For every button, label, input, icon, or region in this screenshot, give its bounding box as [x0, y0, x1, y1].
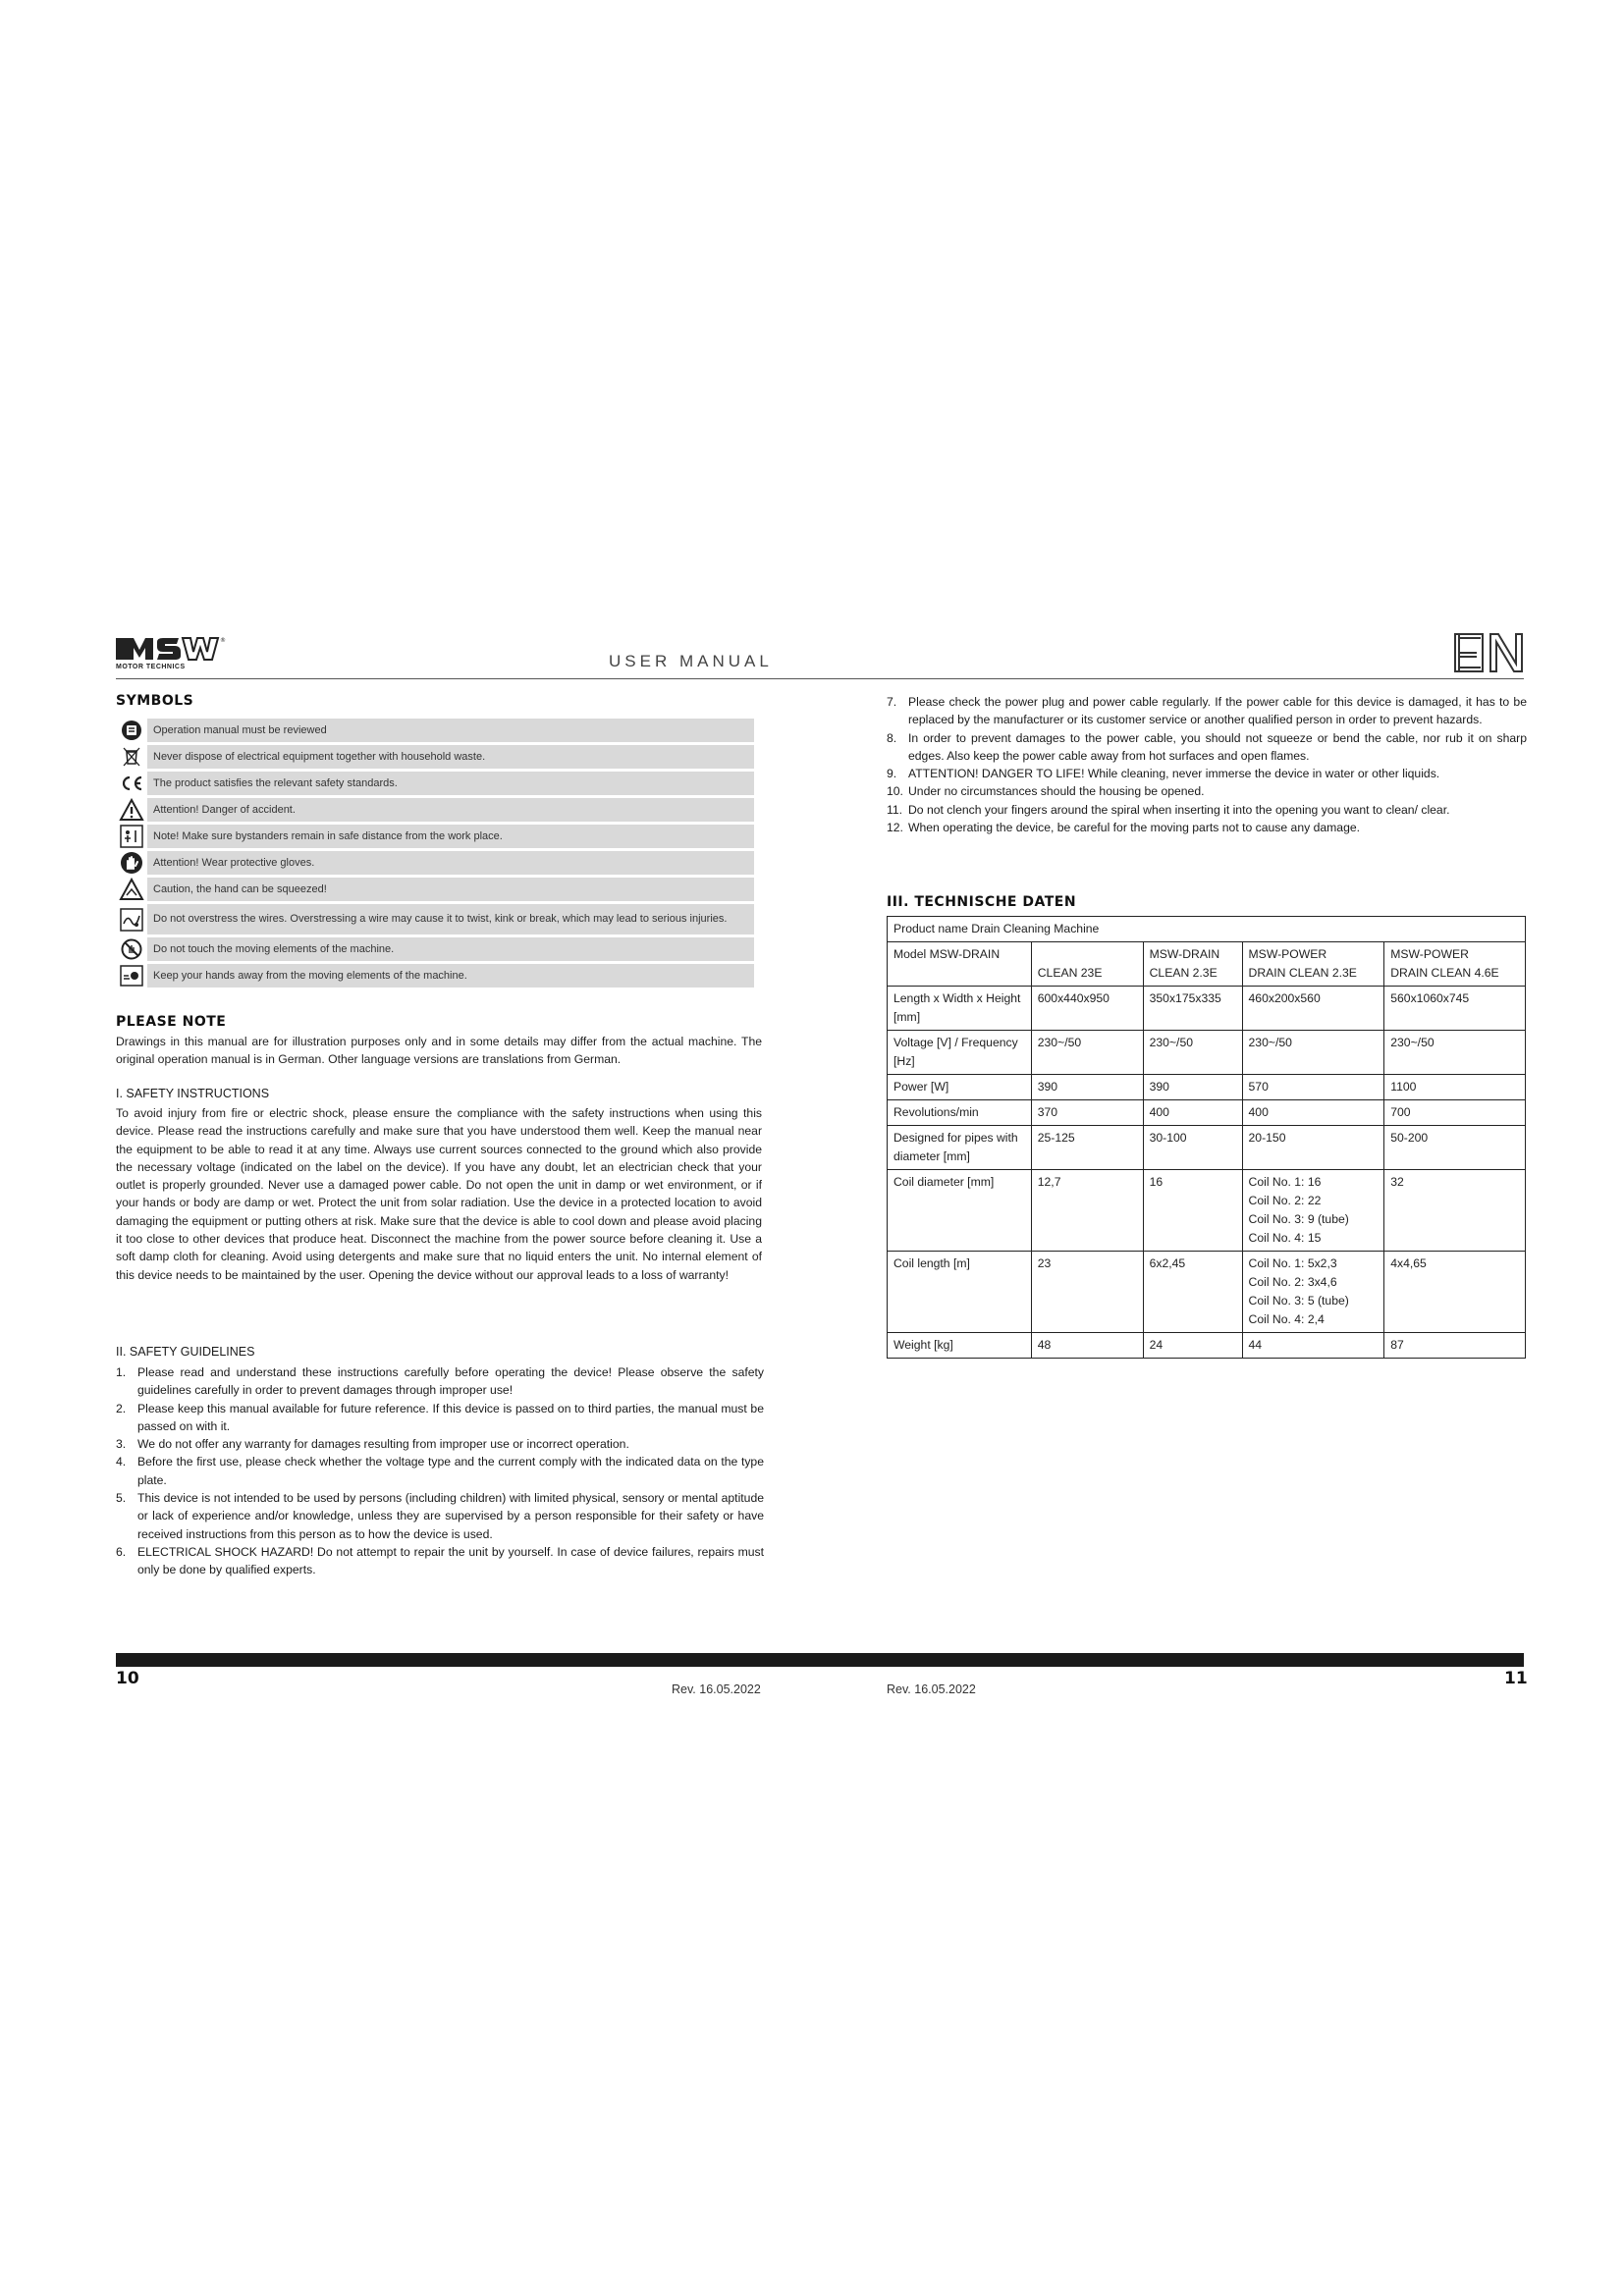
table-cell: CLEAN 23E	[1031, 942, 1143, 987]
footer-bar	[116, 1653, 1524, 1667]
weee-bin-icon	[122, 746, 141, 768]
warning-triangle-icon	[119, 798, 144, 822]
table-row	[888, 1031, 1526, 1075]
symbol-row	[116, 719, 754, 742]
table-cell: 23	[1031, 1252, 1143, 1333]
symbol-text: Attention! Wear protective gloves.	[147, 851, 754, 875]
symbol-text: Note! Make sure bystanders remain in safe distance from the work place.	[147, 825, 754, 848]
page-number-left: 10	[116, 1669, 139, 1688]
hands-away-icon	[120, 965, 143, 987]
table-cell: Power [W]	[888, 1075, 1032, 1100]
table-row	[888, 1252, 1526, 1333]
gloves-icon	[120, 851, 143, 875]
table-cell: MSW-POWER DRAIN CLEAN 2.3E	[1242, 942, 1384, 987]
technical-data-title: III. TECHNISCHE DATEN	[887, 894, 1077, 910]
table-cell: Model MSW-DRAIN	[888, 942, 1032, 987]
symbol-row	[116, 745, 754, 769]
table-cell: 24	[1143, 1333, 1242, 1359]
table-cell: 230~/50	[1384, 1031, 1526, 1075]
safety-guidelines-list	[116, 1363, 764, 1579]
table-row	[888, 1100, 1526, 1126]
list-item: 4. Before the first use, please check whether the voltage type and the current comply with the indicated data on the type plate.	[116, 1455, 764, 1487]
list-item: 6. ELECTRICAL SHOCK HAZARD! Do not attempt to repair the unit by yourself. In case of device failures, repairs must only be done by qualified experts.	[116, 1544, 764, 1577]
table-row	[888, 987, 1526, 1031]
table-cell: Revolutions/min	[888, 1100, 1032, 1126]
ce-mark-icon	[120, 774, 143, 792]
please-note-text: Drawings in this manual are for illustration purposes only and in some details may differ from the actual machine. The original operation manual is in German. Other language versions are translations from German.	[116, 1035, 762, 1067]
table-cell: 460x200x560	[1242, 987, 1384, 1031]
table-cell: Coil length [m]	[888, 1252, 1032, 1333]
table-cell: 25-125	[1031, 1126, 1143, 1170]
language-badge	[1451, 630, 1526, 675]
table-cell: MSW-POWER DRAIN CLEAN 4.6E	[1384, 942, 1526, 987]
list-item: 10. Under no circumstances should the housing be opened.	[887, 784, 1205, 799]
svg-text:®: ®	[220, 637, 226, 644]
safety-instructions-title: I. SAFETY INSTRUCTIONS	[116, 1087, 270, 1100]
wire-overstress-icon	[120, 908, 143, 932]
symbol-text: Attention! Danger of accident.	[147, 798, 754, 822]
table-cell: Weight [kg]	[888, 1333, 1032, 1359]
table-row	[888, 942, 1526, 987]
symbol-text: Do not overstress the wires. Overstressing a wire may cause it to twist, kink or break, which may lead to serious injuries.	[147, 904, 754, 934]
table-cell: 570	[1242, 1075, 1384, 1100]
list-item: 12. When operating the device, be careful for the moving parts not to cause any damage.	[887, 821, 1361, 835]
symbol-row	[116, 798, 754, 822]
table-cell: 390	[1143, 1075, 1242, 1100]
table-cell: 370	[1031, 1100, 1143, 1126]
list-item: 1. Please read and understand these instructions carefully before operating the device! Please observe the safety guidelines carefully in order to prevent damages through improper use!	[116, 1365, 764, 1398]
spec-table	[887, 916, 1526, 1359]
list-item: 8. In order to prevent damages to the power cable, you should not squeeze or bend the cable, nor rub it on sharp edges. Also keep the power cable away from hot surfaces and open flames.	[887, 730, 1527, 763]
table-row	[888, 917, 1526, 942]
table-cell: 400	[1143, 1100, 1242, 1126]
please-note-title: PLEASE NOTE	[116, 1014, 227, 1030]
table-cell: 700	[1384, 1100, 1526, 1126]
symbol-text: Never dispose of electrical equipment together with household waste.	[147, 745, 754, 769]
safety-guidelines-list-continued	[887, 693, 1527, 836]
table-row	[888, 1170, 1526, 1252]
no-touch-icon	[121, 938, 142, 960]
brand-subtitle: MOTOR TECHNICS	[116, 664, 186, 670]
bystanders-icon	[120, 825, 143, 848]
table-cell: Length x Width x Height [mm]	[888, 987, 1032, 1031]
table-cell: 48	[1031, 1333, 1143, 1359]
table-row	[888, 1333, 1526, 1359]
symbol-row	[116, 825, 754, 848]
list-item: 7. Please check the power plug and power cable regularly. If the power cable for this device is damaged, it has to be replaced by the manufacturer or its customer service or another qualified person in order to prevent hazards.	[887, 695, 1527, 727]
table-cell: 6x2,45	[1143, 1252, 1242, 1333]
table-cell: 16	[1143, 1170, 1242, 1252]
table-cell: 1100	[1384, 1075, 1526, 1100]
table-cell: 400	[1242, 1100, 1384, 1126]
product-name-cell: Product name Drain Cleaning Machine	[888, 917, 1526, 942]
table-cell: 4x4,65	[1384, 1252, 1526, 1333]
table-row	[888, 1126, 1526, 1170]
table-cell: 50-200	[1384, 1126, 1526, 1170]
safety-instructions-text: To avoid injury from fire or electric shock, please ensure the compliance with the safety instructions when using this device. Please read the instructions carefully and make sure that you have understood them well. Keep the manual near the equipment to be able to read it at any time. Always use current sources connected to the ground which also provide the necessary voltage (indicated on the label on the device). If you have any doubt, let an electrician check that your outlet is properly grounded. Never use a damaged power cable. Do not open the unit in damp or wet environment, or if your hands or body are damp or wet. Protect the unit from solar radiation. Use the device in a protected location to avoid damaging the equipment or putting others at risk. Make sure that the device is able to cool down and please avoid placing it too close to other devices that produce heat. Disconnect the machine from the power source before cleaning it. Use a soft damp cloth for cleaning. Avoid using detergents and make sure that no liquid enters the unit. No internal element of this device needs to be maintained by the user. Opening the device without our approval leads to a loss of warranty!	[116, 1106, 762, 1282]
table-cell: 30-100	[1143, 1126, 1242, 1170]
symbol-row	[116, 964, 754, 988]
symbol-row	[116, 937, 754, 961]
table-cell: Voltage [V] / Frequency [Hz]	[888, 1031, 1032, 1075]
table-cell: 560x1060x745	[1384, 987, 1526, 1031]
table-cell: 600x440x950	[1031, 987, 1143, 1031]
page-number-right: 11	[1504, 1669, 1528, 1688]
symbol-row	[116, 851, 754, 875]
table-cell: 87	[1384, 1333, 1526, 1359]
table-cell: 20-150	[1242, 1126, 1384, 1170]
symbol-text: Do not touch the moving elements of the machine.	[147, 937, 754, 961]
list-item: 9. ATTENTION! DANGER TO LIFE! While cleaning, never immerse the device in water or other liquids.	[887, 767, 1440, 781]
table-cell: MSW-DRAIN CLEAN 2.3E	[1143, 942, 1242, 987]
table-cell: 350x175x335	[1143, 987, 1242, 1031]
table-row	[888, 1075, 1526, 1100]
symbol-row	[116, 878, 754, 901]
language-label: EN	[1451, 630, 1453, 631]
table-cell: Designed for pipes with diameter [mm]	[888, 1126, 1032, 1170]
table-cell: 230~/50	[1143, 1031, 1242, 1075]
symbol-text: Caution, the hand can be squeezed!	[147, 878, 754, 901]
symbol-row	[116, 904, 754, 934]
symbols-title: SYMBOLS	[116, 693, 194, 709]
list-item: 5. This device is not intended to be used by persons (including children) with limited physical, sensory or mental aptitude or lack of experience and/or knowledge, unless they are supervised by a person responsible for their safety or have received instructions from this person as to how the device is used.	[116, 1491, 764, 1541]
table-cell: 44	[1242, 1333, 1384, 1359]
symbol-text: Keep your hands away from the moving elements of the machine.	[147, 964, 754, 988]
header-rule	[116, 678, 1524, 679]
table-cell: 390	[1031, 1075, 1143, 1100]
list-item: 3. We do not offer any warranty for damages resulting from improper use or incorrect operation.	[116, 1437, 629, 1452]
table-cell: 230~/50	[1031, 1031, 1143, 1075]
revision-right: Rev. 16.05.2022	[887, 1682, 976, 1696]
table-cell: 12,7	[1031, 1170, 1143, 1252]
manual-icon	[121, 720, 142, 741]
list-item: 2. Please keep this manual available for future reference. If this device is passed on to third parties, the manual must be passed on with it.	[116, 1401, 764, 1433]
symbol-text: Operation manual must be reviewed	[147, 719, 754, 742]
list-item: 11. Do not clench your fingers around the spiral when inserting it into the opening you want to clean/ clear.	[887, 802, 1450, 817]
table-cell: Coil No. 1: 16 Coil No. 2: 22 Coil No. 3: 9 (tube) Coil No. 4: 15	[1242, 1170, 1384, 1252]
safety-guidelines-title: II. SAFETY GUIDELINES	[116, 1345, 255, 1359]
table-cell: 230~/50	[1242, 1031, 1384, 1075]
hand-squeeze-icon	[119, 878, 144, 901]
symbol-text: The product satisfies the relevant safety standards.	[147, 772, 754, 795]
table-cell: Coil diameter [mm]	[888, 1170, 1032, 1252]
table-cell: 32	[1384, 1170, 1526, 1252]
symbol-row	[116, 772, 754, 795]
symbols-table	[116, 719, 754, 990]
header-title: USER MANUAL	[609, 652, 773, 670]
revision-left: Rev. 16.05.2022	[672, 1682, 761, 1696]
table-cell: Coil No. 1: 5x2,3 Coil No. 2: 3x4,6 Coil No. 3: 5 (tube) Coil No. 4: 2,4	[1242, 1252, 1384, 1333]
